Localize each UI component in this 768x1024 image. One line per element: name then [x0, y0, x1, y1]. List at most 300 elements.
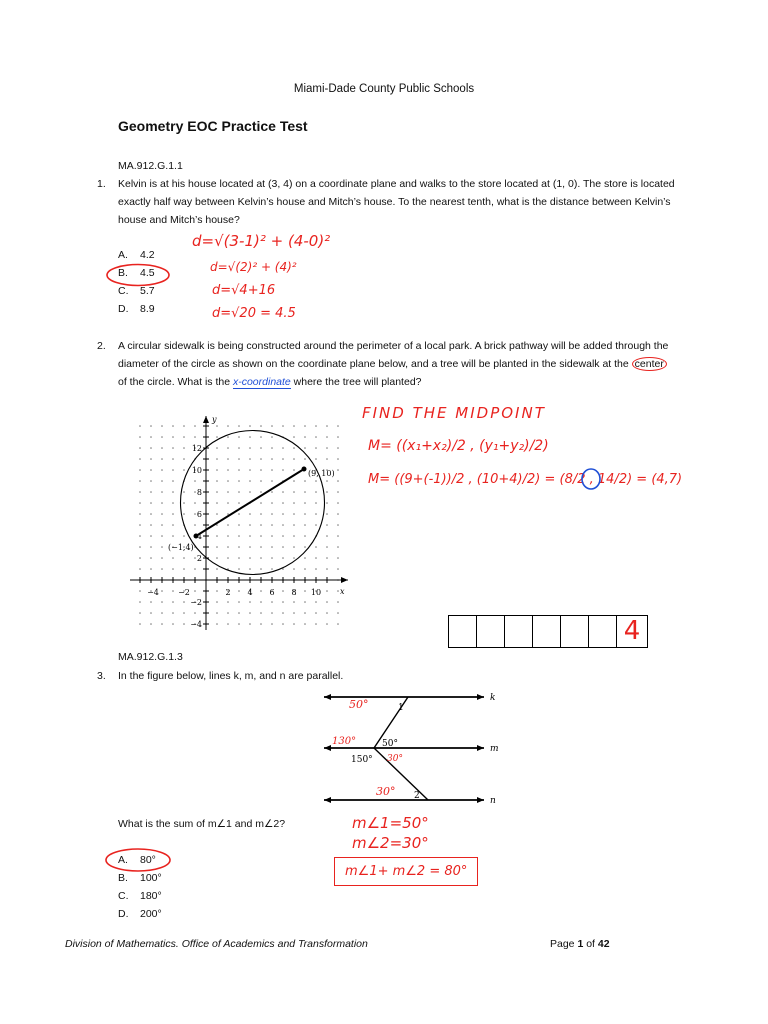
grid-dot	[172, 480, 174, 482]
grid-dot	[238, 436, 240, 438]
q1-answer-circle	[104, 262, 172, 288]
grid-dot	[304, 524, 306, 526]
q3-work-line-2: m∠2=30°	[352, 834, 429, 852]
grid-dot	[161, 458, 163, 460]
grid-dot	[172, 469, 174, 471]
grid-dot	[282, 502, 284, 504]
grid-dot	[326, 425, 328, 427]
grid-dot	[183, 491, 185, 493]
grid-dot	[150, 425, 152, 427]
grid-dot	[194, 557, 196, 559]
grid-dot	[183, 535, 185, 537]
grid-dot	[249, 568, 251, 570]
grid-dot	[271, 491, 273, 493]
grid-dot	[139, 458, 141, 460]
grid-dot	[315, 436, 317, 438]
q3-answer-circle	[103, 846, 173, 874]
grid-dot	[293, 601, 295, 603]
grid-dot	[304, 535, 306, 537]
grid-dot	[271, 546, 273, 548]
grid-dot	[315, 513, 317, 515]
grid-dot	[304, 480, 306, 482]
grid-dot	[194, 612, 196, 614]
grid-dot	[260, 623, 262, 625]
answer-box[interactable]	[448, 615, 477, 648]
grid-dot	[172, 601, 174, 603]
option-value: 200°	[140, 908, 162, 920]
grid-dot	[304, 568, 306, 570]
grid-dot	[227, 601, 229, 603]
q1-work-line-3: d=√4+16	[212, 283, 276, 298]
option-letter: D.	[118, 303, 129, 315]
grid-dot	[293, 436, 295, 438]
grid-dot	[337, 425, 339, 427]
tick-marks	[140, 426, 327, 624]
grid-dot	[260, 535, 262, 537]
grid-dot	[172, 535, 174, 537]
grid-dot	[260, 425, 262, 427]
grid-dot	[249, 469, 251, 471]
grid-dot	[227, 480, 229, 482]
grid-dot	[216, 623, 218, 625]
grid-dot	[194, 590, 196, 592]
grid-dot	[172, 447, 174, 449]
grid-dot	[304, 425, 306, 427]
brick-pathway	[196, 469, 304, 536]
grid-dot	[282, 601, 284, 603]
grid-dot	[326, 491, 328, 493]
grid-dot	[293, 425, 295, 427]
grid-dot	[293, 623, 295, 625]
grid-dot	[161, 546, 163, 548]
angle-label-2: 2	[414, 791, 420, 801]
grid-dot	[260, 557, 262, 559]
grid-dot	[271, 601, 273, 603]
grid-dot	[139, 491, 141, 493]
grid-dot	[172, 524, 174, 526]
grid-dot	[315, 546, 317, 548]
grid-dot	[315, 491, 317, 493]
grid-dot	[282, 535, 284, 537]
grid-dot	[161, 601, 163, 603]
grid-dot	[216, 513, 218, 515]
grid-dot	[326, 524, 328, 526]
grid-dots	[139, 425, 339, 625]
grid-dot	[304, 436, 306, 438]
grid-dot	[183, 502, 185, 504]
page-title: Geometry EOC Practice Test	[118, 118, 308, 134]
grid-dot	[161, 557, 163, 559]
grid-dot	[260, 436, 262, 438]
grid-dot	[337, 557, 339, 559]
grid-dot	[304, 491, 306, 493]
grid-dot	[238, 535, 240, 537]
angle-label-50: 50°	[382, 739, 398, 749]
grid-dot	[260, 546, 262, 548]
grid-dot	[194, 491, 196, 493]
option-letter: A.	[118, 854, 128, 866]
option-letter: C.	[118, 285, 129, 297]
grid-dot	[227, 535, 229, 537]
grid-dot	[249, 612, 251, 614]
q1-work-line-4: d=√20 = 4.5	[212, 306, 296, 321]
option-value: 4.2	[140, 249, 155, 261]
grid-dot	[194, 568, 196, 570]
option-value: 100°	[140, 872, 162, 884]
grid-dot	[150, 469, 152, 471]
grid-dot	[150, 612, 152, 614]
y-tick-label: 4	[196, 532, 202, 541]
grid-dot	[183, 601, 185, 603]
grid-dot	[315, 568, 317, 570]
grid-dot	[271, 568, 273, 570]
grid-dot	[282, 524, 284, 526]
grid-dot	[139, 513, 141, 515]
grid-dot	[139, 557, 141, 559]
grid-dot	[260, 612, 262, 614]
grid-dot	[337, 513, 339, 515]
q1-work-line-1: d=√(3-1)² + (4-0)²	[192, 232, 331, 250]
option-value: 180°	[140, 890, 162, 902]
x-tick-label: 8	[291, 588, 297, 597]
grid-dot	[238, 524, 240, 526]
grid-dot	[194, 425, 196, 427]
grid-dot	[161, 568, 163, 570]
grid-dot	[172, 623, 174, 625]
q1-standard: MA.912.G.1.1	[118, 160, 183, 172]
q2-number: 2.	[97, 340, 106, 352]
grid-dot	[260, 601, 262, 603]
grid-dot	[139, 612, 141, 614]
grid-dot	[194, 436, 196, 438]
grid-dot	[216, 557, 218, 559]
grid-dot	[249, 513, 251, 515]
grid-dot	[282, 590, 284, 592]
grid-dot	[172, 436, 174, 438]
q2-text	[118, 337, 678, 391]
angle-label-1: 1	[398, 703, 404, 713]
grid-dot	[216, 502, 218, 504]
grid-dot	[150, 458, 152, 460]
grid-dot	[227, 557, 229, 559]
grid-dot	[161, 612, 163, 614]
option-value: 4.5	[140, 267, 155, 279]
option-letter: B.	[118, 872, 128, 884]
answer-box[interactable]	[588, 615, 617, 648]
grid-dot	[161, 623, 163, 625]
grid-dot	[216, 425, 218, 427]
parallel-lines-figure	[320, 685, 500, 815]
grid-dot	[249, 447, 251, 449]
grid-dot	[139, 546, 141, 548]
grid-dot	[139, 623, 141, 625]
x-tick-label: 2	[225, 588, 231, 597]
grid-dot	[337, 535, 339, 537]
grid-dot	[271, 469, 273, 471]
x-tick-label: 4	[247, 588, 253, 597]
grid-dot	[271, 557, 273, 559]
grid-dot	[150, 535, 152, 537]
x-axis-label: x	[340, 587, 345, 596]
grid-dot	[337, 502, 339, 504]
grid-dot	[304, 513, 306, 515]
grid-dot	[194, 524, 196, 526]
grid-dot	[304, 623, 306, 625]
grid-dot	[183, 469, 185, 471]
option-value: 80°	[140, 854, 156, 866]
grid-dot	[304, 590, 306, 592]
q2-work-line-1: FIND THE MIDPOINT	[362, 404, 546, 422]
q3-option-c[interactable]	[118, 887, 162, 905]
grid-dot	[172, 513, 174, 515]
line-label-k: k	[490, 693, 496, 703]
grid-dot	[150, 480, 152, 482]
grid-dot	[293, 568, 295, 570]
grid-dot	[161, 524, 163, 526]
grid-dot	[282, 513, 284, 515]
grid-dot	[326, 535, 328, 537]
grid-dot	[249, 546, 251, 548]
grid-dot	[260, 491, 262, 493]
grid-dot	[172, 557, 174, 559]
option-value: 8.9	[140, 303, 155, 315]
y-tick-label: −4	[190, 620, 202, 629]
grid-dot	[260, 590, 262, 592]
q3-work-box: m∠1+ m∠2 = 80°	[334, 857, 478, 886]
grid-dot	[304, 458, 306, 460]
grid-dot	[227, 469, 229, 471]
total-pages: 42	[597, 938, 610, 950]
grid-dot	[161, 590, 163, 592]
park-circle	[181, 431, 325, 575]
grid-dot	[139, 425, 141, 427]
grid-dot	[282, 557, 284, 559]
grid-dot	[150, 546, 152, 548]
answer-box[interactable]	[476, 615, 505, 648]
grid-dot	[282, 491, 284, 493]
y-axis-arrow	[203, 416, 209, 423]
grid-dot	[238, 601, 240, 603]
grid-dot	[183, 447, 185, 449]
y-tick-label: 12	[191, 444, 202, 453]
grid-dot	[194, 513, 196, 515]
arrow	[324, 797, 331, 803]
grid-dot	[271, 502, 273, 504]
grid-dot	[150, 557, 152, 559]
grid-dot	[150, 491, 152, 493]
grid-dot	[238, 469, 240, 471]
grid-dot	[139, 469, 141, 471]
grid-dot	[238, 458, 240, 460]
grid-dot	[293, 458, 295, 460]
x-tick-label: 6	[269, 588, 275, 597]
grid-dot	[249, 480, 251, 482]
grid-dot	[172, 458, 174, 460]
grid-dot	[315, 502, 317, 504]
grid-dot	[227, 491, 229, 493]
grid-dot	[326, 612, 328, 614]
note-30-upper: 30°	[387, 754, 403, 764]
grid-dot	[304, 546, 306, 548]
grid-dot	[238, 590, 240, 592]
grid-dot	[150, 601, 152, 603]
option-letter: C.	[118, 890, 129, 902]
arrow	[324, 745, 331, 751]
q3-number: 3.	[97, 670, 106, 682]
line-label-n: n	[490, 796, 496, 806]
grid-dot	[304, 612, 306, 614]
grid-dot	[337, 491, 339, 493]
grid-dot	[227, 436, 229, 438]
grid-dot	[172, 612, 174, 614]
grid-dot	[238, 447, 240, 449]
grid-dot	[227, 458, 229, 460]
grid-dot	[216, 535, 218, 537]
answer-box[interactable]	[532, 615, 561, 648]
grid-dot	[150, 568, 152, 570]
grid-dot	[183, 513, 185, 515]
grid-dot	[304, 601, 306, 603]
grid-dot	[315, 557, 317, 559]
grid-dot	[271, 524, 273, 526]
grid-dot	[172, 425, 174, 427]
grid-dot	[139, 447, 141, 449]
grid-dot	[337, 436, 339, 438]
grid-dot	[249, 458, 251, 460]
grid-dot	[249, 557, 251, 559]
grid-dot	[326, 590, 328, 592]
grid-dot	[260, 447, 262, 449]
grid-dot	[293, 524, 295, 526]
arrow	[324, 694, 331, 700]
grid-dot	[216, 590, 218, 592]
grid-dot	[238, 612, 240, 614]
y-tick-label: 2	[196, 554, 202, 563]
grid-dot	[227, 612, 229, 614]
grid-dot	[227, 513, 229, 515]
y-tick-label: 6	[196, 510, 202, 519]
grid-dot	[183, 458, 185, 460]
grid-dot	[271, 447, 273, 449]
grid-dot	[315, 447, 317, 449]
grid-dot	[260, 524, 262, 526]
grid-dot	[216, 436, 218, 438]
grid-dot	[183, 557, 185, 559]
grid-dot	[293, 502, 295, 504]
grid-dot	[315, 425, 317, 427]
grid-dot	[337, 524, 339, 526]
grid-dot	[216, 568, 218, 570]
answer-grid	[448, 615, 648, 648]
grid-dot	[282, 623, 284, 625]
option-letter: B.	[118, 267, 128, 279]
grid-dot	[304, 447, 306, 449]
note-50: 50°	[349, 698, 369, 711]
grid-dot	[150, 436, 152, 438]
line-label-m: m	[490, 744, 499, 754]
grid-dot	[337, 623, 339, 625]
q3-option-d[interactable]	[118, 905, 162, 923]
grid-dot	[249, 436, 251, 438]
grid-dot	[161, 436, 163, 438]
grid-dot	[326, 568, 328, 570]
grid-dot	[249, 535, 251, 537]
grid-dot	[337, 458, 339, 460]
q1-option-d[interactable]	[118, 300, 155, 318]
grid-dot	[282, 425, 284, 427]
grid-dot	[271, 425, 273, 427]
grid-dot	[293, 491, 295, 493]
grid-dot	[337, 601, 339, 603]
grid-dot	[150, 513, 152, 515]
q1-text: Kelvin is at his house located at (3, 4) on a coordinate plane and walks to the store located at (1, 0). The store is located exactly half way between Kelvin’s house and Mitch’s house. To the nearest tenth, what is the distance between Kelvin’s house and Mitch’s house?	[118, 178, 675, 226]
grid-dot	[315, 612, 317, 614]
grid-dot	[337, 469, 339, 471]
school-name: Miami-Dade County Public Schools	[293, 83, 475, 95]
grid-dot	[293, 535, 295, 537]
grid-dot	[161, 502, 163, 504]
grid-dot	[326, 513, 328, 515]
grid-dot	[183, 612, 185, 614]
grid-dot	[172, 502, 174, 504]
grid-dot	[183, 568, 185, 570]
q2-underlined-word: x-coordinate	[232, 376, 291, 388]
grid-dot	[172, 590, 174, 592]
grid-dot	[337, 480, 339, 482]
grid-dot	[249, 524, 251, 526]
grid-dot	[260, 568, 262, 570]
grid-dot	[216, 447, 218, 449]
grid-dot	[139, 480, 141, 482]
q3-work-line-1: m∠1=50°	[352, 814, 429, 832]
grid-dot	[227, 447, 229, 449]
grid-dot	[161, 535, 163, 537]
grid-dot	[326, 447, 328, 449]
q3-text: In the figure below, lines k, m, and n are parallel.	[118, 670, 344, 682]
answer-box[interactable]	[560, 615, 589, 648]
answer-box[interactable]	[504, 615, 533, 648]
answer-box[interactable]: 4	[616, 615, 648, 648]
y-axis-label: y	[212, 415, 217, 424]
grid-dot	[326, 458, 328, 460]
q2-answer-highlight	[580, 466, 604, 492]
grid-dot	[249, 425, 251, 427]
grid-dot	[139, 535, 141, 537]
grid-dot	[216, 458, 218, 460]
point-b-label: (9, 10)	[308, 469, 335, 478]
q3-standard: MA.912.G.1.3	[118, 651, 183, 663]
grid-dot	[293, 557, 295, 559]
arrow	[477, 745, 484, 751]
x-tick-label: −2	[178, 588, 190, 597]
grid-dot	[161, 480, 163, 482]
note-30-lower: 30°	[376, 785, 396, 798]
page-word: Page	[550, 938, 575, 950]
grid-dot	[293, 546, 295, 548]
grid-dot	[304, 502, 306, 504]
grid-dot	[260, 458, 262, 460]
grid-dot	[227, 425, 229, 427]
grid-dot	[337, 612, 339, 614]
grid-dot	[315, 480, 317, 482]
grid-dot	[238, 623, 240, 625]
grid-dot	[337, 546, 339, 548]
grid-dot	[139, 568, 141, 570]
arrow	[477, 694, 484, 700]
grid-dot	[238, 502, 240, 504]
grid-dot	[326, 557, 328, 559]
grid-dot	[139, 502, 141, 504]
